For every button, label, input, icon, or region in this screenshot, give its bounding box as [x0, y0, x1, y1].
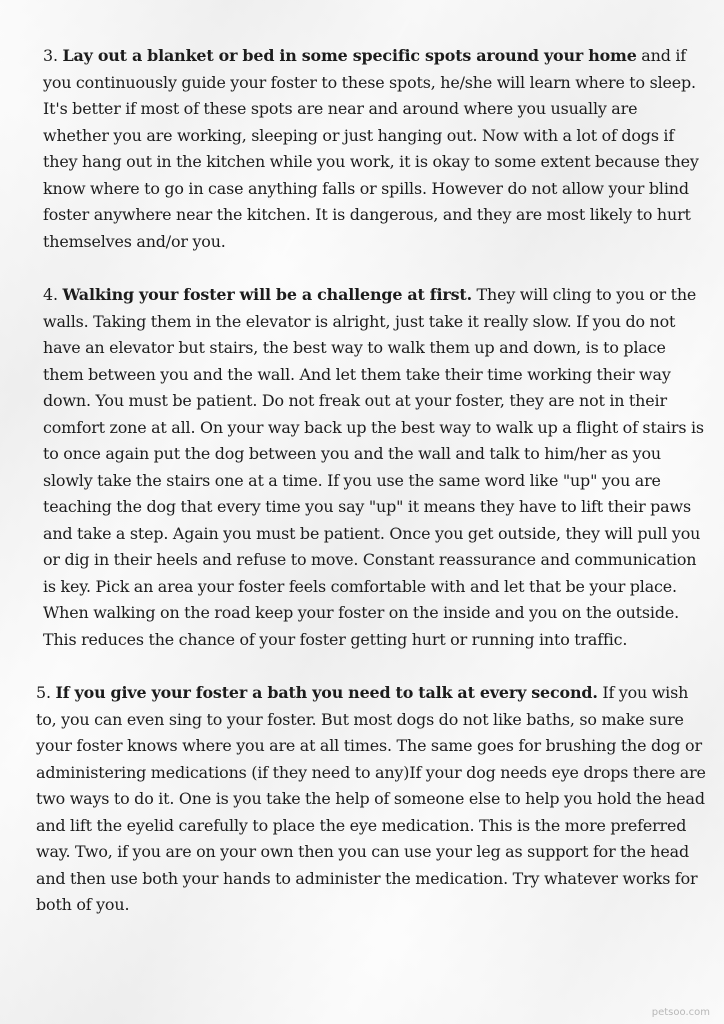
watermark: petsoo.com — [651, 1007, 710, 1018]
tip-number: 5. — [36, 683, 51, 702]
tip-number: 3. — [43, 46, 58, 65]
tip-heading: Walking your foster will be a challenge at first. — [62, 285, 472, 304]
tip-body: They will cling to you or the walls. Taking them in the elevator is alright, just take it really slow. If you do not have an elevator but stairs, the best way to walk them up and down, is to place them between you and the wall. And let them take their time working their way down. You must be patient. Do not freak out at your foster, they are not in their comfort zone at all. On your way back up the best way to walk up a flight of stairs is to once again put the dog between you and the wall and talk to him/her as you slowly take the stairs one at a time. If you use the same word like "up" you are teaching the dog that every time you say "up" it means they have to lift their paws and take a step. Again you must be patient. Once you get outside, they will pull you or dig in their heels and refuse to move. Constant reassurance and communication is key. Pick an area your foster feels comfortable with and let that be your place. When walking on the road keep your foster on the inside and you on the outside. This reduces the chance of your foster getting hurt or running into traffic. — [43, 285, 704, 649]
tip-heading: If you give your foster a bath you need to talk at every second. — [55, 683, 598, 702]
tip-heading: Lay out a blanket or bed in some specific spots around your home — [62, 46, 637, 65]
tip-paragraph-3 — [43, 43, 707, 255]
tip-body: and if you continuously guide your foster to these spots, he/she will learn where to sleep. It's better if most of these spots are near and around where you usually are whether you are working, sleeping or just hanging out. Now with a lot of dogs if they hang out in the kitchen while you work, it is okay to some extent because they know where to go in case anything falls or spills. However do not allow your blind foster anywhere near the kitchen. It is dangerous, and they are most likely to hurt themselves and/or you. — [43, 46, 699, 251]
tip-body: If you wish to, you can even sing to your foster. But most dogs do not like baths, so make sure your foster knows where you are at all times. The same goes for brushing the dog or administering medications (if they need to any)If your dog needs eye drops there are two ways to do it. One is you take the help of someone else to help you hold the head and lift the eyelid carefully to place the eye medication. This is the more preferred way. Two, if you are on your own then you can use your leg as support for the head and then use both your hands to administer the medication. Try whatever works for both of you. — [36, 683, 706, 914]
tip-paragraph-5 — [36, 680, 710, 919]
tip-paragraph-4 — [43, 282, 707, 653]
tip-number: 4. — [43, 285, 58, 304]
